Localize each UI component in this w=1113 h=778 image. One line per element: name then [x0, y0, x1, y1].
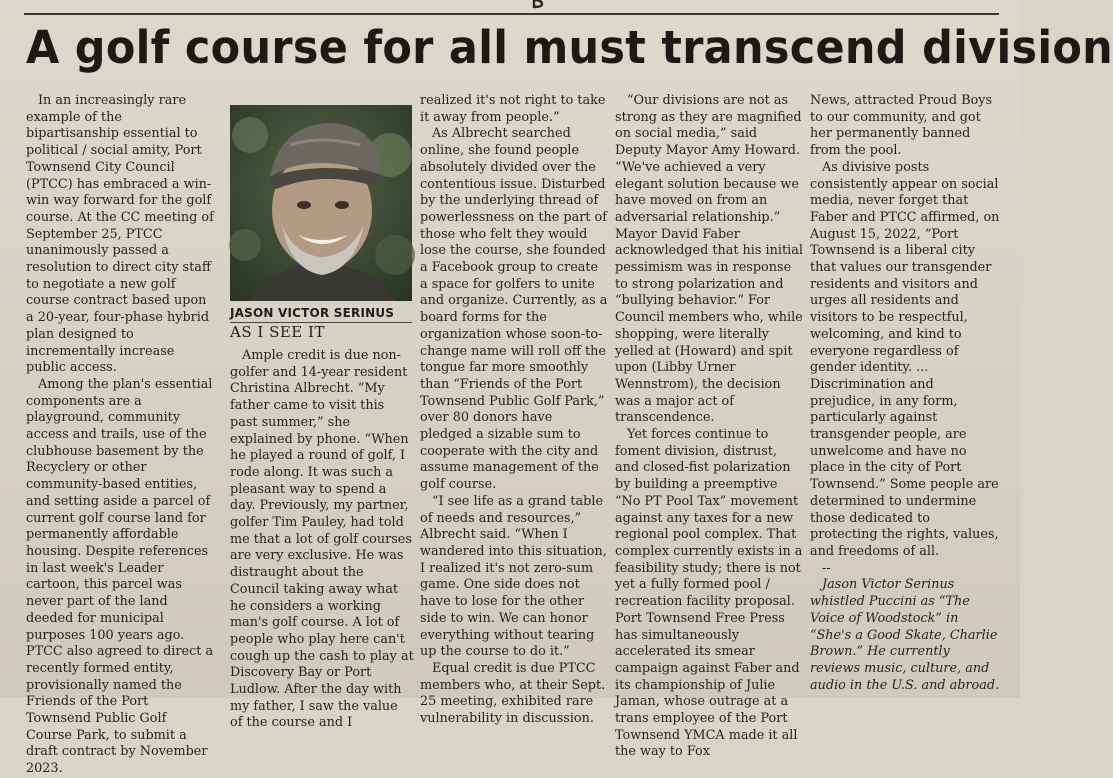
smiling-man-in-cap-icon: [230, 105, 412, 301]
paragraph: Ample credit is due non-golfer and 14-year resident Christina Albrecht. “My father came to visit this past summer,” she explained by phone. “When he played a round of golf, I rode along. It was such a pleasant way to spend a day. Previously, my partner, golfer Tim Pauley, had told me that a lot of golf courses are very exclusive. He was distraught about the Council taking away what he considers a working man's golf course. A lot of people who play here can't cough up the cash to play at Discovery Bay or Port Ludlow. After the day with my father, I saw the value of the course and I: [230, 348, 414, 731]
paragraph: In an increasingly rare example of the bipartisanship essential to political / social amity, Port Townsend City Council (PTCC) has embraced a win-win way forward for the golf course. At the CC meeting of September 25, PTCC unanimously passed a resolution to direct city staff to negotiate a new golf course contract based upon a 20-year, four-phase hybrid plan designed to incrementally increase public access.: [26, 93, 214, 376]
column-name: AS I SEE IT: [230, 323, 325, 341]
headline: A golf course for all must transcend division: [26, 21, 1113, 74]
paragraph: News, attracted Proud Boys to our community, and got her permanently banned from the pool.: [810, 93, 993, 159]
author-photo: [230, 105, 412, 301]
column-2: [230, 348, 414, 731]
cut-off-letter-icon: [520, 0, 560, 12]
column-4: [615, 93, 805, 760]
separator: --: [822, 560, 831, 576]
paragraph: realized it's not right to take it away from people.”: [420, 93, 606, 125]
paragraph: Among the plan's essential components are a playground, community access and trails, use of the clubhouse basement by the Recyclery or other community-based entities, and setting aside a parcel of current golf course land for permanently affordable housing. Despite references in last week's Leader cartoon, this parcel was never part of the land deeded for municipal purposes 100 years ago. PTCC also agreed to direct a recently formed entity, provisionally named the Friends of the Port Townsend Public Golf Course Park, to submit a draft contract by November 2023.: [26, 376, 214, 777]
column-3: [420, 93, 608, 727]
column-1: [26, 93, 216, 777]
paragraph: Equal credit is due PTCC members who, at their Sept. 25 meeting, exhibited rare vulnerability in discussion.: [420, 660, 606, 727]
paragraph: As divisive posts consistently appear on social media, never forget that Faber and PTCC affirmed, on August 15, 2022, “Port Townsend is a liberal city that values our transgender residents and visitors and urges all residents and visitors to be respectful, welcoming, and kind to everyone regardless of gender identity. ... Discrimination and prejudice, in any form, particularly against transgender people, are unwelcome and have no place in the city of Port Townsend.” Some people are determined to undermine those dedicated to protecting the rights, values, and freedoms of all.: [810, 159, 1000, 559]
paragraph: “Our divisions are not as strong as they are magnified on social media,” said Deputy Mayor Amy Howard. “We've achieved a very elegant solution because we have moved on from an adversarial relationship.” Mayor David Faber acknowledged that his initial pessimism was in response to strong polarization and “bullying behavior.” For Council members who, while shopping, were literally yelled at (Howard) and spit upon (Libby Urner Wennstrom), the decision was a major act of transcendence.: [615, 93, 803, 426]
paragraph: As Albrecht searched online, she found people absolutely divided over the contentious issue. Disturbed by the underlying thread of powerlessness on the part of those who felt they would lose the course, she founded a Facebook group to create a space for golfers to unite and organize. Currently, as a board forms for the organization whose soon-to-change name will roll off the tongue far more smoothly than “Friends of the Port Townsend Public Golf Park,” over 80 donors have pledged a sizable sum to cooperate with the city and assume management of the golf course.: [420, 126, 608, 493]
paragraph: Yet forces continue to foment division, distrust, and closed-fist polarization by building a preemptive “No PT Pool Tax” movement against any taxes for a new regional pool complex. That complex currently exists in a feasibility study; there is not yet a fully formed pool / recreation facility proposal. Port Townsend Free Press has simultaneously accelerated its smear campaign against Faber and its championship of Julie Jaman, whose outrage at a trans employee of the Port Townsend YMCA made it all the way to Fox: [615, 427, 803, 760]
author-bio: Jason Victor Serinus whistled Puccini as “The Voice of Woodstock” in “She's a Good Skate, Charlie Brown.” He currently reviews music, culture, and audio in the U.S. and abroad.: [810, 577, 1000, 693]
paragraph: “I see life as a grand table of needs and resources,” Albrecht said. “When I wandered into this situation, I realized it's not zero-sum game. One side does not have to lose for the other side to win. We can honor everything without tearing up the course to do it.”: [420, 493, 607, 660]
top-rule: [24, 13, 999, 15]
column-5: [810, 93, 1000, 696]
byline: JASON VICTOR SERINUS: [230, 306, 395, 320]
